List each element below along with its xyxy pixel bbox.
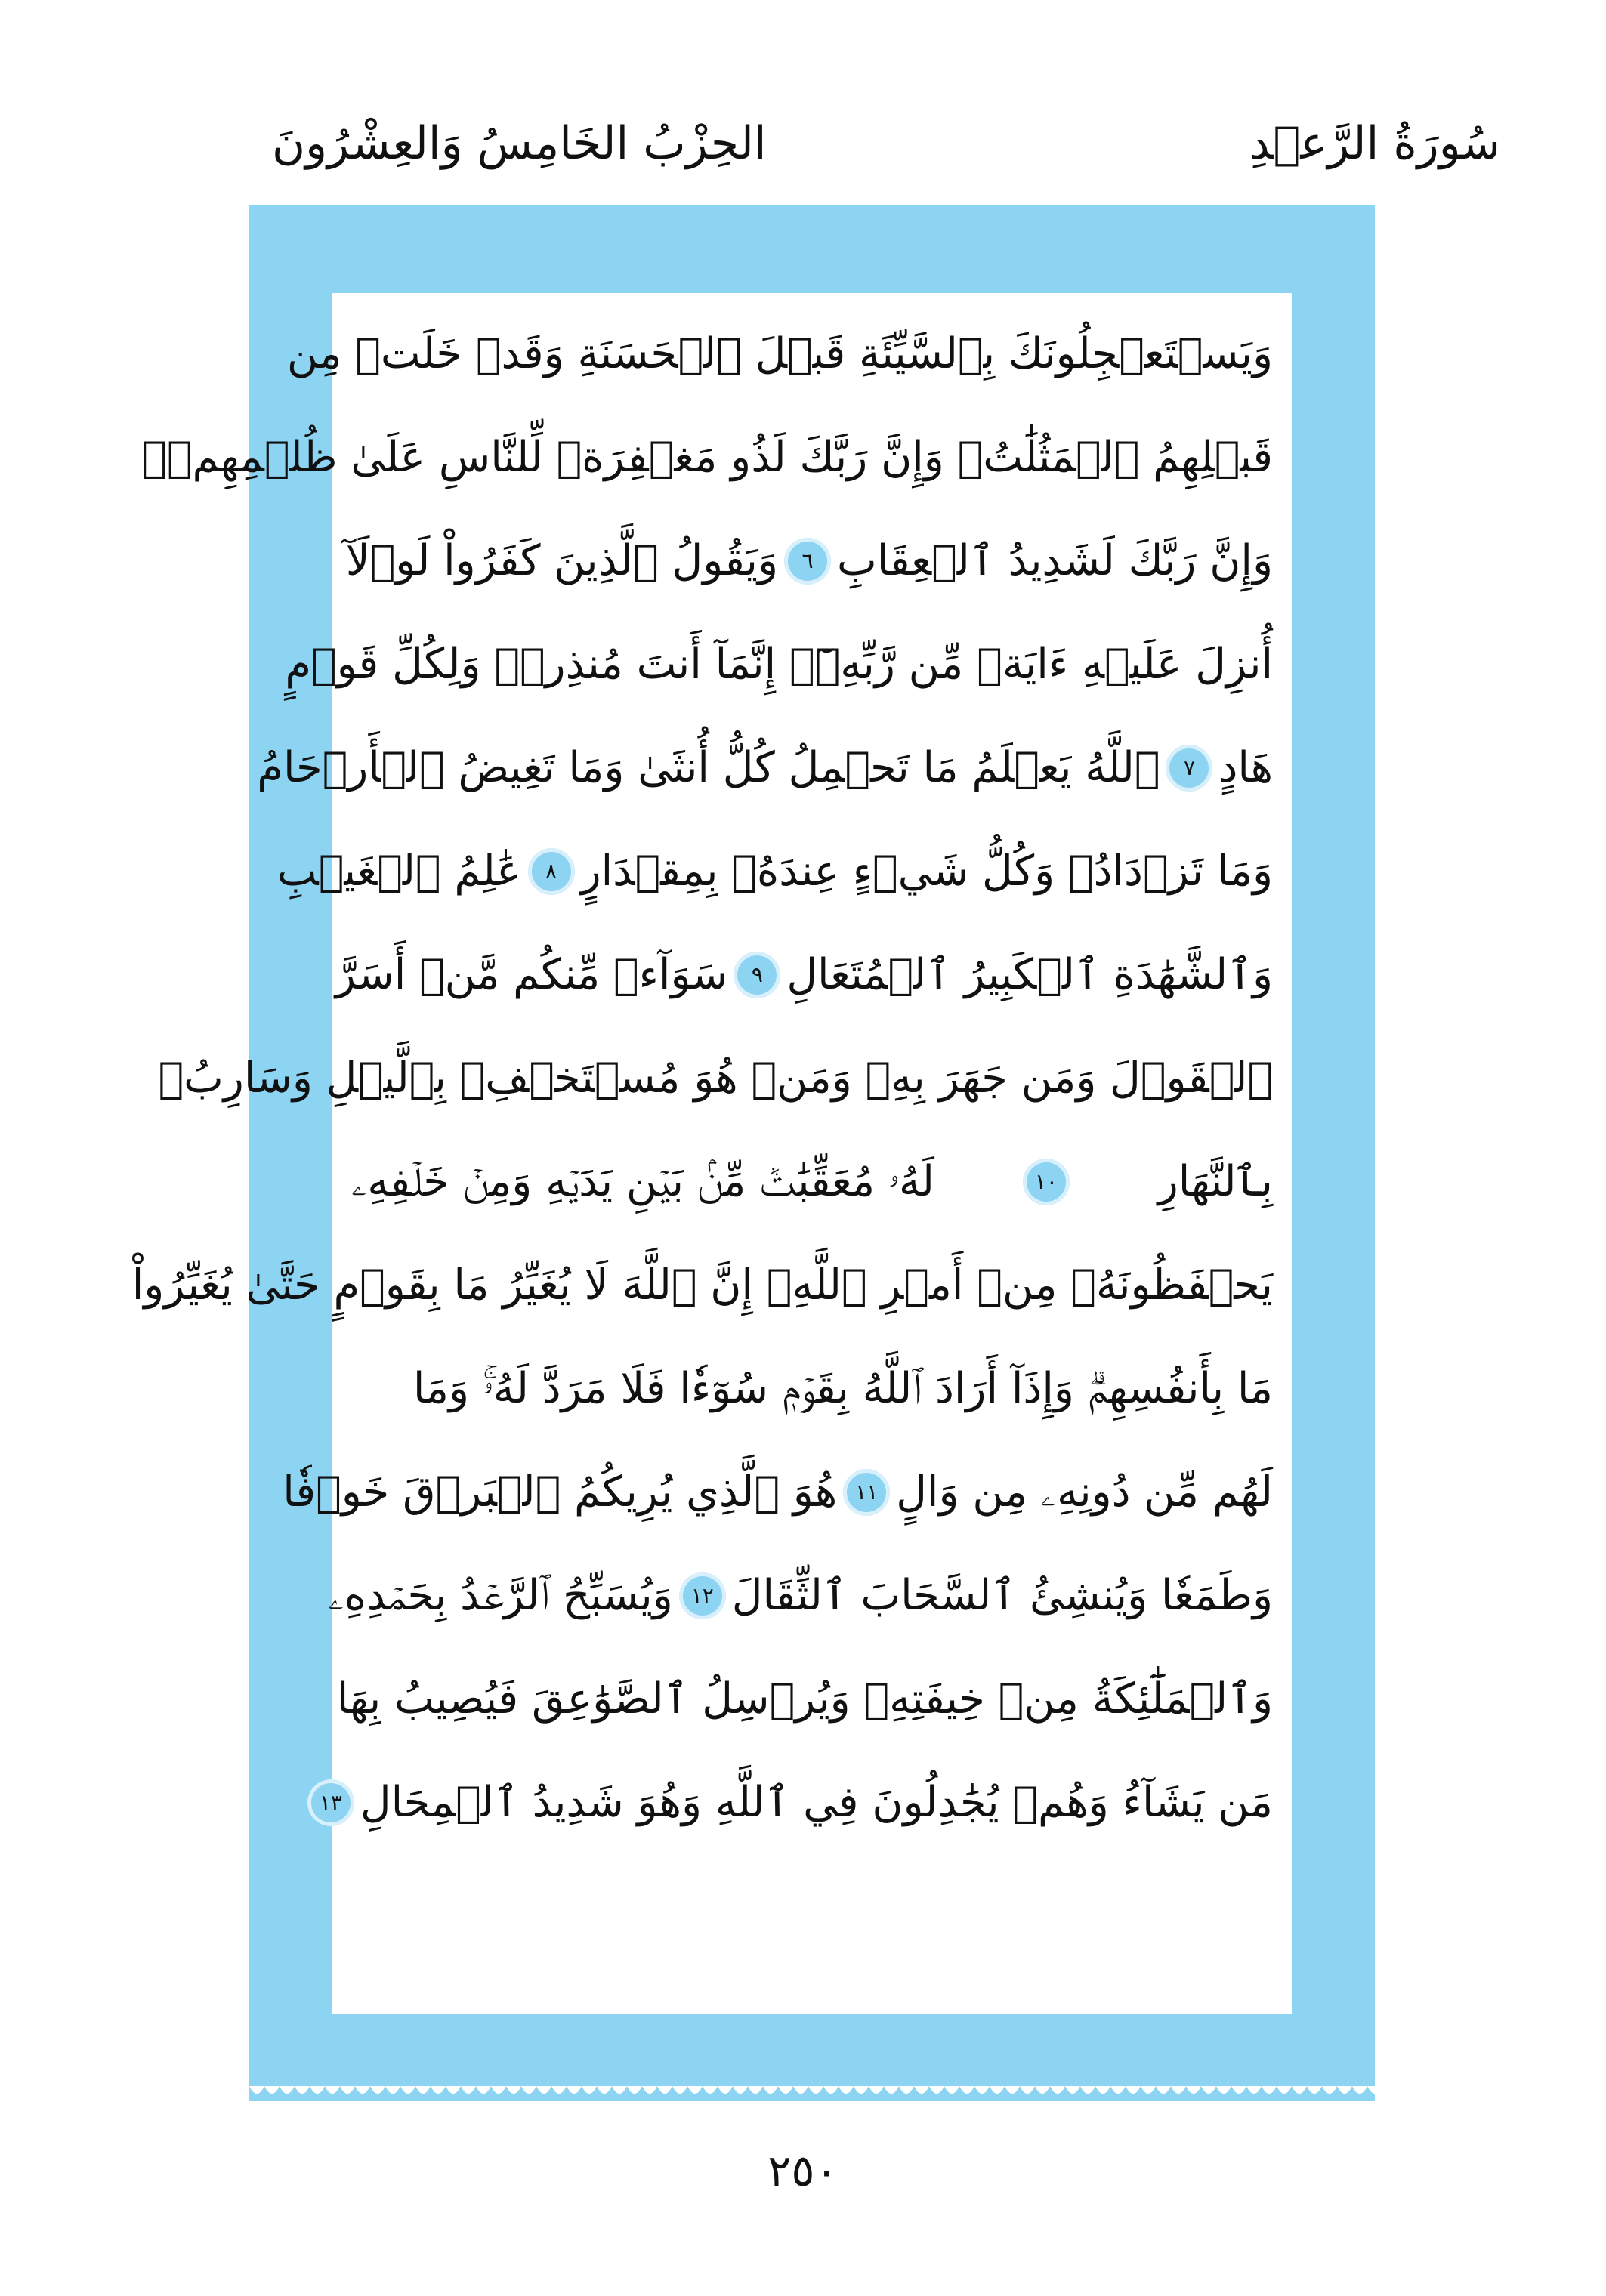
verse-line <box>286 302 1273 406</box>
verse-text: ٱلۡقَوۡلَ وَمَن جَهَرَ بِهِۦ وَمَنۡ هُوَ مُسۡتَخۡفِۭ بِٱلَّيۡلِ وَسَارِبُۢ <box>158 1054 1273 1103</box>
verse-text: لَهُم مِّن دُونِهِۦ مِن وَالٍ <box>896 1467 1273 1517</box>
verse-text: قَبۡلِهِمُ ٱلۡمَثُلَٰتُۗ وَإِنَّ رَبَّكَ لَذُو مَغۡفِرَةٖ لِّلنَّاسِ عَلَىٰ ظُلۡمِهِمۡۖ <box>141 433 1273 482</box>
verse-text: سَوَآءٞ مِّنكُم مَّنۡ أَسَرَّ <box>335 950 728 999</box>
verse-line <box>285 613 1273 716</box>
page-number: ٢٥٠ <box>767 2145 839 2196</box>
verse-lines <box>131 302 1273 1854</box>
ayah-number-marker: ١٣ <box>307 1779 354 1826</box>
verse-text: وَٱلشَّهَٰدَةِ ٱلۡكَبِيرُ ٱلۡمُتَعَالِ <box>786 950 1273 999</box>
ayah-number-marker: ٨ <box>528 848 575 895</box>
verse-text: وَيَقُولُ ٱلَّذِينَ كَفَرُواْ لَوۡلَآ <box>345 536 779 585</box>
verse-line <box>328 1544 1273 1647</box>
verse-text: أُنزِلَ عَلَيۡهِ ءَايَةٞ مِّن رَّبِّهِۦٓۗ إِنَّمَآ أَنتَ مُنذِرٞۖ وَلِكُلِّ قَوۡمٍ <box>285 640 1273 689</box>
ayah-number-marker: ٩ <box>734 952 780 998</box>
ayah-number-marker: ٦ <box>784 538 831 585</box>
verse-line <box>141 406 1273 509</box>
verse-line <box>345 509 1273 613</box>
verse-line <box>283 1440 1273 1544</box>
verse-text: وَطَمَعٗا وَيُنشِئُ ٱلسَّحَابَ ٱلثِّقَالَ <box>731 1571 1273 1620</box>
verse-text: وَيُسَبِّحُ ٱلرَّعۡدُ بِحَمۡدِهِۦ <box>328 1570 673 1620</box>
verse-line <box>276 819 1273 923</box>
verse-text: بِٱلنَّهَارِ <box>1157 1157 1273 1206</box>
verse-line <box>319 1751 1273 1854</box>
verse-text: وَيَسۡتَعۡجِلُونَكَ بِٱلسَّيِّئَةِ قَبۡلَ ٱلۡحَسَنَةِ وَقَدۡ خَلَتۡ مِن <box>286 329 1273 378</box>
verse-text: هَادٍ <box>1218 743 1273 792</box>
verse-text: ٱللَّهُ يَعۡلَمُ مَا تَحۡمِلُ كُلُّ أُنثَىٰ وَمَا تَغِيضُ ٱلۡأَرۡحَامُ <box>257 743 1160 792</box>
verse-text: عَٰلِمُ ٱلۡغَيۡبِ <box>276 847 522 896</box>
ayah-number-marker: ١٠ <box>1023 1159 1070 1205</box>
verse-line <box>131 1233 1273 1337</box>
verse-text: هُوَ ٱلَّذِي يُرِيكُمُ ٱلۡبَرۡقَ خَوۡفٗا <box>283 1467 838 1517</box>
verse-text: وَإِنَّ رَبَّكَ لَشَدِيدُ ٱلۡعِقَابِ <box>837 536 1273 585</box>
verse-line <box>257 716 1273 819</box>
ayah-number-marker: ١٢ <box>679 1572 726 1619</box>
verse-line <box>351 1130 1273 1233</box>
surah-title: سُورَةُ الرَّعۡدِ <box>1249 117 1500 170</box>
verse-text: مَا بِأَنفُسِهِمۡۗ وَإِذَآ أَرَادَ ٱللَّهُ بِقَوۡمٖ سُوٓءٗا فَلَا مَرَدَّ لَهُۥۚ وَمَا <box>412 1363 1273 1413</box>
verse-text: مَن يَشَآءُ وَهُمۡ يُجَٰدِلُونَ فِي ٱللَّهِ وَهُوَ شَدِيدُ ٱلۡمِحَالِ <box>360 1778 1273 1827</box>
verse-text: يَحۡفَظُونَهُۥ مِنۡ أَمۡرِ ٱللَّهِۗ إِنَّ ٱللَّهَ لَا يُغَيِّرُ مَا بِقَوۡمٍ حَتَّىٰ يُغَيِّرُواْ <box>131 1261 1273 1310</box>
verse-text: وَٱلۡمَلَٰٓئِكَةُ مِنۡ خِيفَتِهِۦ وَيُرۡسِلُ ٱلصَّوَٰعِقَ فَيُصِيبُ بِهَا <box>336 1674 1273 1724</box>
verse-line <box>158 1026 1273 1130</box>
ayah-number-marker: ٧ <box>1166 745 1212 792</box>
verse-line <box>336 1647 1273 1751</box>
verse-text: وَمَا تَزۡدَادُۚ وَكُلُّ شَيۡءٍ عِندَهُۥ بِمِقۡدَارٍ <box>580 847 1273 896</box>
verse-line <box>351 1337 1273 1440</box>
hizb-title: الحِزْبُ الخَامِسُ وَالعِشْرُونَ <box>272 117 767 170</box>
verse-text: لَهُۥ مُعَقِّبَٰتٞ مِّنۢ بَيۡنِ يَدَيۡهِ وَمِنۡ خَلۡفِهِۦ <box>351 1156 934 1206</box>
verse-line <box>335 923 1273 1026</box>
ayah-number-marker: ١١ <box>843 1469 890 1516</box>
